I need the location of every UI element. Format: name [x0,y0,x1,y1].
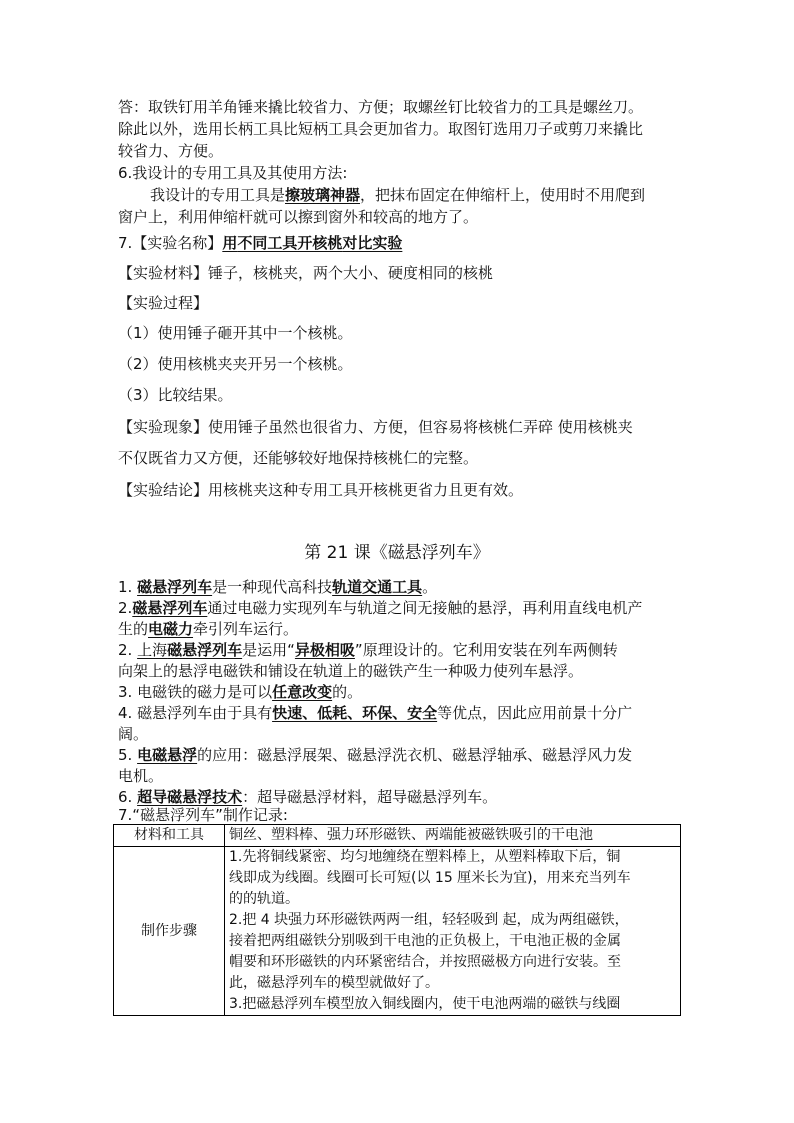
q6-line-1 [150,184,710,206]
step-line: 接着把两组磁铁分别吸到干电池的正负极上，干电池正极的金属 [229,933,621,949]
lesson-item-4 [118,681,678,703]
q7-name-c: 对比实验 [342,234,403,252]
item-1-term: 磁悬浮列车 [137,578,213,596]
experiment-process: 【实验过程】 [118,294,209,312]
item-2-term: 磁悬浮列车 [132,599,208,617]
item-5-text: 4. 磁悬浮列车由于具有 [118,704,273,722]
q6-line-2: 窗户上，利用伸缩杆就可以擦到窗外和较高的地方了。 [118,208,479,226]
step-line: 线即成为线圈。线圈可长可短(以 15 厘米长为宜)，用来充当列车 [229,870,631,886]
lesson-item-3-line-2: 向架上的悬浮电磁铁和铺设在轨道上的磁铁产生一种吸力使列车悬浮。 [118,662,584,680]
item-4-text: 3. 电磁铁的磁力是可以 [118,683,273,701]
item-7-text: ：超导磁悬浮材料，超导磁悬浮列车。 [242,788,498,806]
q7-experiment-name [118,232,678,254]
step-line: 此，磁悬浮列车的模型就做好了。 [229,975,439,991]
item-2-text-b: 生的 [118,620,149,638]
q6-tool-name: 擦玻璃神器 [285,186,361,204]
materials-label-cell: 材料和工具 [114,825,225,847]
item-3-place: 上海 [137,641,168,659]
item-4-end: 的。 [332,683,363,701]
item-3-principle: 异极相吸 [294,641,355,659]
item-6-term: 电磁悬浮 [137,746,198,764]
answer-line-3: 较省力、方便。 [118,142,224,160]
item-2-term-2: 电磁力 [148,620,194,638]
item-3-text: 是运用“ [242,641,295,659]
phenomenon-line-2: 不仅既省力又方便，还能够较好地保持核桃仁的完整。 [118,449,479,467]
item-1-end: 。 [422,578,438,596]
lesson-item-1 [118,576,678,598]
lesson-item-2-line-1 [118,597,678,619]
process-step-1: （1）使用锤子砸开其中一个核桃。 [118,324,353,342]
phenomenon-line-1: 【实验现象】使用锤子虽然也很省力、方便，但容易将核桃仁弄碎 使用核桃夹 [118,418,633,436]
step-line: 帽要和环形磁铁的内环紧密结合，并按照磁极方向进行安装。至 [229,954,621,970]
lesson-item-6-line-1 [118,744,678,766]
item-1-text: 是一种现代高科技 [212,578,333,596]
lesson-title: 第 21 课《磁悬浮列车》 [304,543,490,563]
process-step-3: （3）比较结果。 [118,386,233,404]
materials-value: 铜丝、塑料棒、强力环形磁铁、两端能被磁铁吸引的干电池 [229,827,593,843]
item-2-text: 通过电磁力实现列车与轨道之间无接触的悬浮，再利用直线电机产 [207,599,643,617]
table-row [114,825,681,847]
step-line: 的的轨道。 [229,891,299,907]
item-6-num: 5. [118,746,138,764]
lesson-item-5-line-2: 阔。 [118,725,149,743]
lesson-item-8: 7.“磁悬浮列车”制作记录: [118,806,288,824]
materials-value-cell [225,825,681,847]
item-7-num: 6. [118,788,138,806]
item-2-text-c: 牵引列车运行。 [193,620,299,638]
q7-label: 7.【实验名称】 [118,234,223,252]
experiment-materials: 【实验材料】锤子，核桃夹，两个大小、硬度相同的核桃 [118,264,494,282]
item-3-text-b: ”原理设计的。它利用安装在列车两侧转 [354,641,618,659]
q7-name-b: 不同工具开核桃 [237,234,343,252]
q7-name-a: 用 [222,234,238,252]
item-1-term-2: 轨道交通工具 [332,578,423,596]
step-line: 1.先将铜线紧密、均匀地缠绕在塑料棒上，从塑料棒取下后，铜 [229,849,621,865]
lesson-item-3-line-1 [118,639,678,661]
q6-text-c: ，把抹布固定在伸缩杆上，使用时不用爬到 [360,186,646,204]
steps-label-cell: 制作步骤 [114,847,225,1016]
answer-line-2: 除此以外，选用长柄工具比短柄工具会更加省力。取图钉选用刀子或剪刀来撬比 [118,120,644,138]
q6-text-a: 我设计的专用工具是 [150,186,286,204]
answer-line-1: 答：取铁钉用羊角锤来撬比较省力、方便；取螺丝钉比较省力的工具是螺丝刀。 [118,98,644,116]
lesson-item-6-line-2: 电机。 [118,767,164,785]
item-6-text: 的应用：磁悬浮展架、磁悬浮洗衣机、磁悬浮轴承、磁悬浮风力发 [197,746,633,764]
item-1-num: 1. [118,578,138,596]
item-5-advantages: 快速、低耗、环保、安全 [272,704,438,722]
item-3-term: 磁悬浮列车 [167,641,243,659]
step-line: 3.把磁悬浮列车模型放入铜线圈内，使干电池两端的磁铁与线圈 [229,996,621,1012]
production-record-table [113,824,681,1016]
item-5-text-b: 等优点，因此应用前景十分广 [437,704,633,722]
lesson-item-5-line-1 [118,702,678,724]
item-3-num: 2. [118,641,138,659]
process-step-2: （2）使用核桃夹夹开另一个核桃。 [118,355,353,373]
lesson-item-2-line-2 [118,618,678,640]
q6-title: 6.我设计的专用工具及其使用方法: [118,164,348,182]
steps-value-cell [225,847,681,1016]
step-line: 2.把 4 块强力环形磁铁两两一组，轻轻吸到 起，成为两组磁铁， [229,912,629,928]
experiment-conclusion: 【实验结论】用核桃夹这种专用工具开核桃更省力且更有效。 [118,481,524,499]
item-4-term: 任意改变 [272,683,333,701]
table-row [114,847,681,1016]
item-7-term: 超导磁悬浮技术 [137,788,243,806]
item-2-num: 2. [118,599,133,617]
